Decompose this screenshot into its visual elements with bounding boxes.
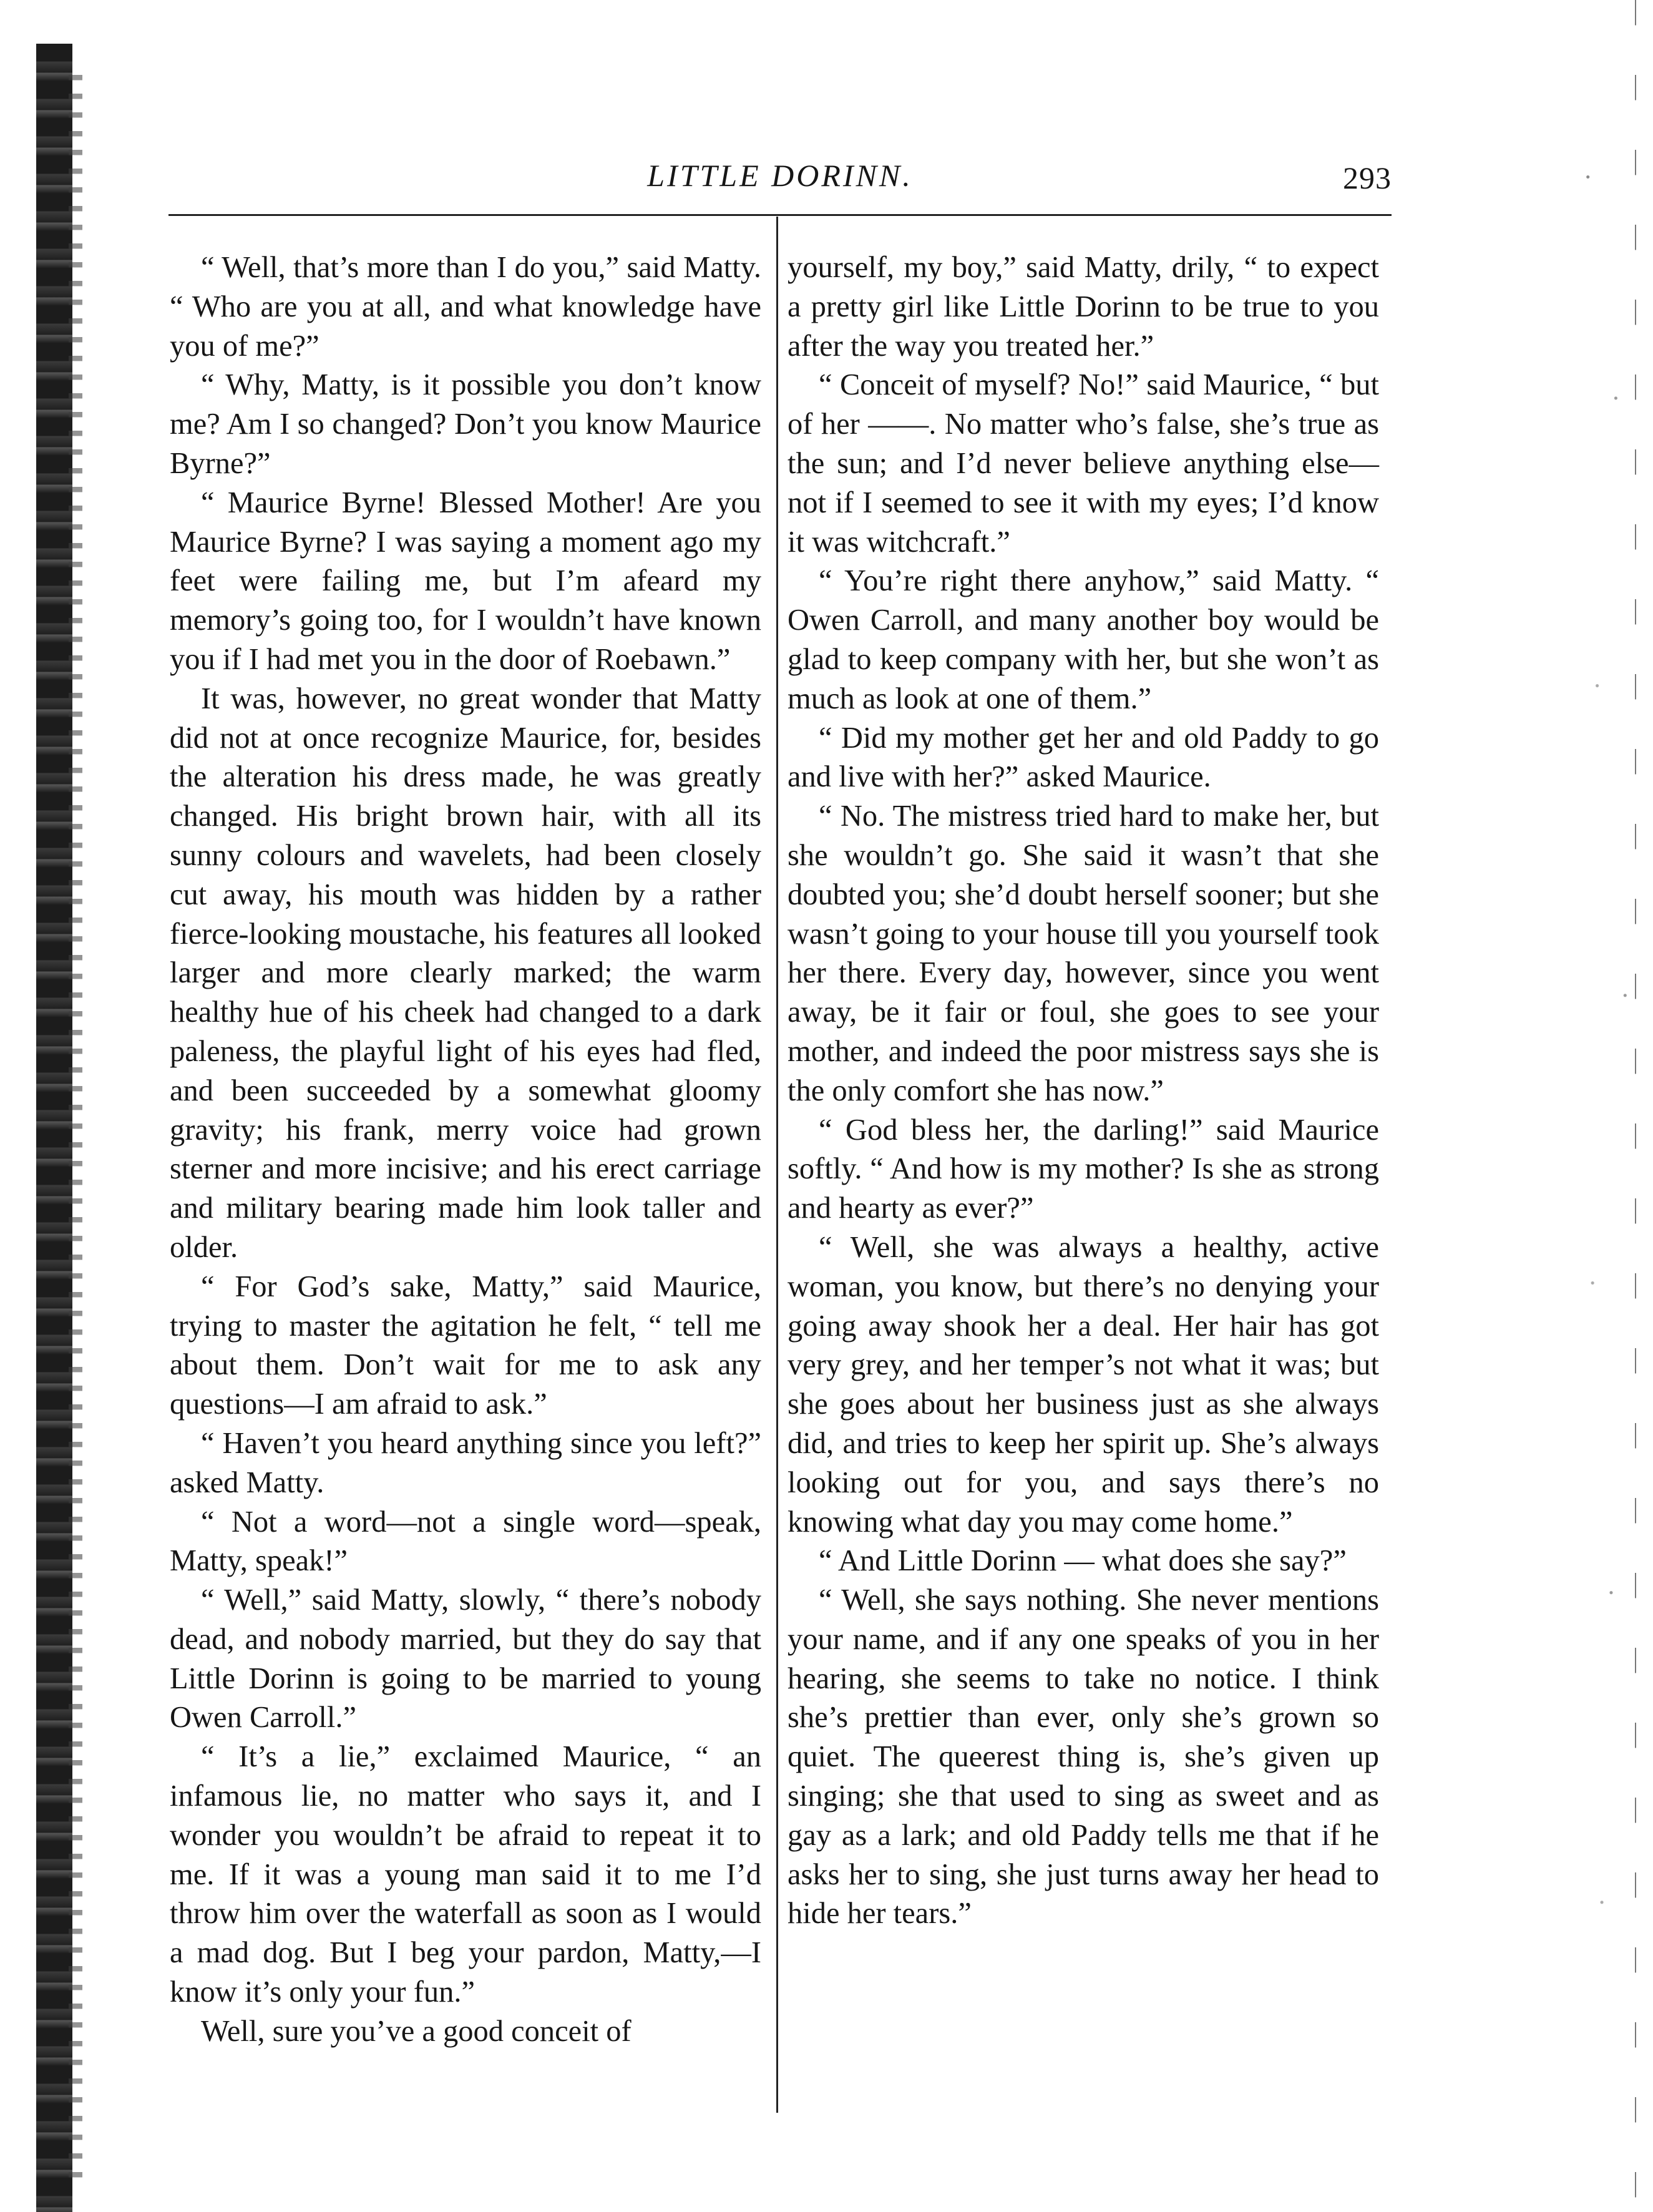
paragraph: “ And Little Dorinn — what does she say?” (819, 1544, 1347, 1578)
left-column (170, 248, 761, 2052)
paragraph: “ Conceit of myself? No!” said Maurice, “ but of her ——. No matter who’s false, she’s true as the sun; and I’d never believe anything else—not if I seemed to see it with my eyes; I’d know it was witchcraft.” (787, 368, 1379, 559)
paragraph: “ You’re right there anyhow,” said Matty. “ Owen Carroll, and many another boy would be glad to keep company with her, but she won’t as much as look at one of them.” (787, 564, 1379, 715)
right-column (787, 248, 1379, 1934)
book-binding-edge (36, 44, 72, 2212)
paragraph: “ Well, she was always a healthy, active woman, you know, but there’s no denying your going away shook her a deal. Her hair has got very grey, and her temper’s not what it was; but she goes about her business just as she always did, and tries to keep her spirit up. She’s always looking out for you, and says there’s no knowing what day you may come home.” (787, 1230, 1379, 1539)
paragraph: “ No. The mistress tried hard to make her, but she wouldn’t go. She said it wasn’t that she doubted you; she’d doubt herself sooner; but she wasn’t going to your house till you yourself took her there. Every day, however, since you went away, be it fair or foul, she goes to see your mother, and indeed the poor mistress says she is the only comfort she has now.” (787, 800, 1379, 1107)
page-number: 293 (1343, 160, 1392, 195)
paragraph: “ Well, she says nothing. She never mentions your name, and if any one speaks of you in her hearing, she seems to take no notice. I think she’s prettier than ever, only she’s grown so quiet. The queerest thing is, she’s given up singing; she that used to sing as sweet and as gay as a lark; and old Paddy tells me that if he asks her to sing, she just turns away her head to hide her tears.” (787, 1583, 1379, 1931)
page-header (168, 157, 1392, 207)
paragraph: “ For God’s sake, Matty,” said Maurice, trying to master the agitation he felt, “ tell me about them. Don’t wait for me to ask any questions—I am afraid to ask.” (170, 1270, 761, 1421)
paragraph: “ Not a word—not a single word—speak, Matty, speak!” (170, 1505, 761, 1578)
margin-speckles (1560, 0, 1653, 2212)
paragraph: yourself, my boy,” said Matty, drily, “ to expect a pretty girl like Little Dorinn to be true to you after the way you treated her.” (787, 251, 1379, 363)
paragraph: “ It’s a lie,” exclaimed Maurice, “ an infamous lie, no matter who says it, and I wonder you wouldn’t be afraid to repeat it to me. If it was a young man said it to me I’d throw him over the waterfall as soon as I would a mad dog. But I beg your pardon, Matty,—I know it’s only your fun.” (170, 1740, 761, 2009)
paragraph: It was, however, no great wonder that Matty did not at once recognize Maurice, for, besides the alteration his dress made, he was greatly changed. His bright brown hair, with all its sunny colours and wavelets, had been closely cut away, his mouth was hidden by a rather fierce-looking moustache, his features all looked larger and more clearly marked; the warm healthy hue of his cheek had changed to a dark paleness, the playful light of his eyes had fled, and been succeeded by a somewhat gloomy gravity; his frank, merry voice had grown sterner and more incisive; and his erect carriage and military bearing made him look taller and older. (170, 682, 761, 1264)
paragraph: “ Did my mother get her and old Paddy to go and live with her?” asked Maurice. (787, 721, 1379, 794)
paragraph: “ Well, that’s more than I do you,” said Matty. “ Who are you at all, and what knowledge have you of me?” (170, 251, 761, 363)
column-divider (776, 217, 778, 2113)
running-title: LITTLE DORINN. (647, 158, 913, 193)
paragraph: Well, sure you’ve a good conceit of (201, 2014, 631, 2048)
header-rule (168, 214, 1392, 216)
binding-shadow (69, 75, 82, 2185)
paragraph: “ Why, Matty, is it possible you don’t know me? Am I so changed? Don’t you know Maurice Byrne?” (170, 368, 761, 480)
paragraph: “ Maurice Byrne! Blessed Mother! Are you Maurice Byrne? I was saying a moment ago my feet were failing me, but I’m afeard my memory’s going too, for I wouldn’t have known you if I had met you in the door of Roebawn.” (170, 486, 761, 676)
paragraph: “ God bless her, the darling!” said Maurice softly. “ And how is my mother? Is she as strong and hearty as ever?” (787, 1113, 1379, 1225)
paragraph: “ Well,” said Matty, slowly, “ there’s nobody dead, and nobody married, but they do say that Little Dorinn is going to be married to young Owen Carroll.” (170, 1583, 761, 1735)
paragraph: “ Haven’t you heard anything since you left?” asked Matty. (170, 1426, 761, 1499)
page-edge-line (1635, 0, 1636, 2212)
